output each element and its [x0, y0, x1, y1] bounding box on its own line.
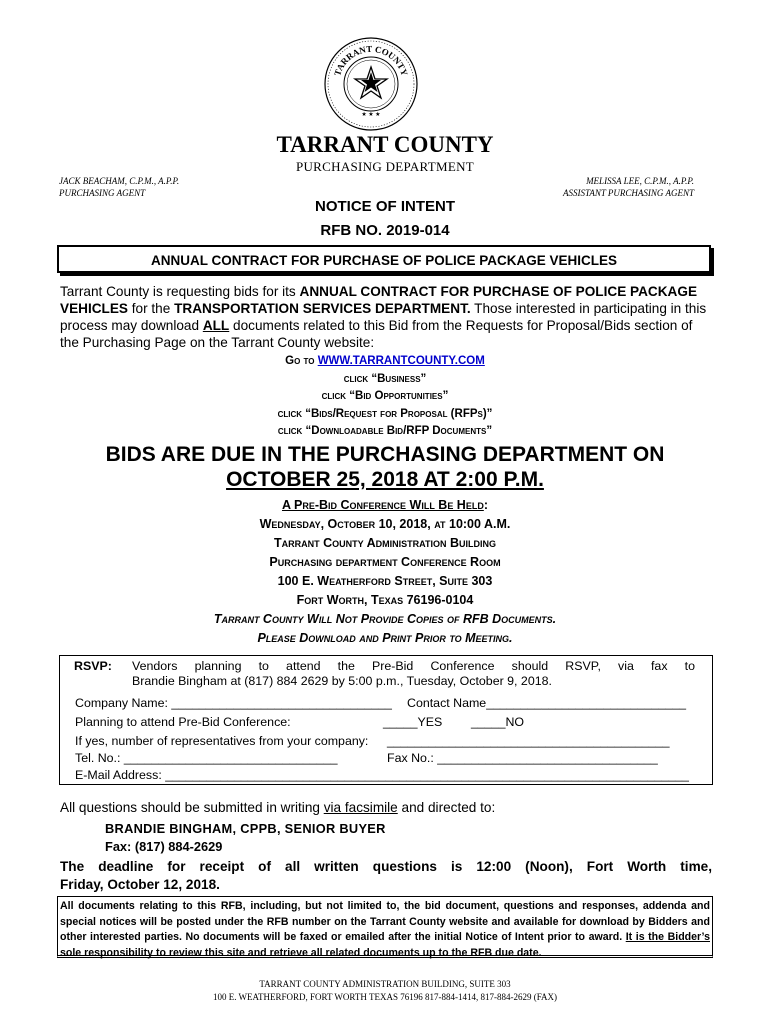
download-print-line: Please Download and Print Prior to Meeting. — [257, 631, 513, 645]
questions-deadline — [60, 858, 712, 894]
intro-text: Those interested in participating in this process may download — [60, 301, 707, 333]
agent-title: ASSISTANT PURCHASING AGENT — [562, 188, 694, 198]
prebid-colon: : — [483, 498, 488, 512]
contract-title-box: ANNUAL CONTRACT FOR PURCHASE OF POLICE PACKAGE VEHICLES — [57, 245, 711, 273]
yes-checkbox[interactable]: _____YES — [383, 715, 443, 729]
prebid-building: Tarrant County Administration Building — [274, 536, 496, 550]
agent-name: MELISSA LEE, C.P.M., A.P.P. — [586, 176, 694, 186]
assistant-purchasing-agent — [563, 175, 694, 199]
website-navigation-steps — [0, 353, 770, 441]
documents-notice-text: All documents relating to this RFB, including, but not limited to, the bid document, questions and responses, addenda and special notices will be posted under the RFB number on the Tarrant County website and available for download by Bidders and other interested parties. No documents will be faxed or emailed after the initial Notice of Intent prior to award. — [60, 900, 710, 943]
tel-field[interactable]: Tel. No.: _______________________________ — [75, 751, 338, 765]
notice-title: NOTICE OF INTENT — [315, 198, 455, 215]
intro-text: Tarrant County is requesting bids for its — [60, 284, 300, 299]
no-checkbox[interactable]: _____NO — [471, 715, 525, 729]
intro-text: documents related to this Bid from the Requests for Proposal/Bids section of the Purchasing Page on the Tarrant County website: — [60, 318, 693, 350]
rsvp-instructions-2: Brandie Bingham at (817) 884 2629 by 5:00 p.m., Tuesday, October 9, 2018. — [132, 674, 552, 688]
agent-title: PURCHASING AGENT — [59, 188, 146, 198]
no-copies-notice — [0, 610, 770, 648]
county-title: TARRANT COUNTY — [276, 132, 494, 157]
agent-name: JACK BEACHAM, C.P.M., A.P.P. — [59, 176, 180, 186]
nav-goto-line — [0, 353, 770, 371]
email-field[interactable]: E-Mail Address: ____________________________________________________________________________ — [75, 768, 689, 782]
prebid-heading: A Pre-Bid Conference Will Be Held — [281, 498, 484, 512]
nav-step: click “Bids/Request for Proposal (RFPs)” — [277, 407, 493, 420]
nav-step: click “Downloadable Bid/RFP Documents” — [277, 425, 493, 437]
nav-step: click “Bid Opportunities” — [321, 390, 449, 402]
prebid-conference — [0, 496, 770, 610]
prebid-heading-line — [0, 496, 770, 515]
footer-line-2: 100 E. WEATHERFORD, FORT WORTH TEXAS 76196 817-884-1414, 817-884-2629 (FAX) — [212, 992, 558, 1002]
bidder-responsibility: It is the Bidder’s sole responsibility to review this site and retrieve all related documents up to the RFB due date. — [60, 931, 710, 959]
intro-text: for the — [127, 301, 175, 316]
intro-department: TRANSPORTATION SERVICES DEPARTMENT. — [174, 301, 471, 316]
questions-text: and directed to: — [397, 800, 496, 815]
prebid-city: Fort Worth, Texas 76196-0104 — [296, 593, 474, 607]
nav-step: click “Business” — [343, 372, 427, 385]
bids-due-date: OCTOBER 25, 2018 AT 2:00 P.M. — [226, 468, 544, 491]
rfb-number: RFB NO. 2019-014 — [320, 222, 450, 239]
planning-label: Planning to attend Pre-Bid Conference: — [75, 715, 291, 729]
prebid-date: Wednesday, October 10, 2018, at 10:00 A.M. — [259, 517, 511, 531]
fax-field[interactable]: Fax No.: ________________________________ — [387, 751, 658, 765]
documents-notice-box — [57, 896, 713, 958]
via-facsimile: via facsimile — [323, 800, 398, 815]
seal-ring-text: TARRANT COUNTY — [332, 43, 410, 78]
nav-goto: Go to — [285, 355, 315, 367]
rsvp-label: RSVP: — [74, 659, 112, 673]
county-seal — [323, 36, 419, 132]
svg-text:★ ★ ★: ★ ★ ★ — [361, 112, 381, 118]
questions-text: All questions should be submitted in writing — [60, 800, 324, 815]
prebid-street: 100 E. Weatherford Street, Suite 303 — [277, 574, 493, 588]
buyer-name: BRANDIE BINGHAM, CPPB, SENIOR BUYER — [105, 821, 386, 836]
contact-name-field[interactable]: Contact Name_____________________________ — [407, 696, 687, 710]
purchasing-agent — [59, 175, 179, 199]
footer-address — [0, 978, 770, 1004]
bids-due-heading: BIDS ARE DUE IN THE PURCHASING DEPARTMENT ON — [105, 443, 665, 466]
prebid-room: Purchasing department Conference Room — [269, 555, 501, 569]
representatives-label: If yes, number of representatives from your company: — [75, 734, 369, 748]
department-name: PURCHASING DEPARTMENT — [295, 159, 475, 174]
intro-paragraph — [60, 283, 712, 351]
buyer-fax: Fax: (817) 884-2629 — [105, 839, 223, 854]
intro-contract: ANNUAL CONTRACT FOR PURCHASE OF POLICE PACKAGE VEHICLES — [60, 284, 698, 316]
intro-all: ALL — [202, 318, 230, 333]
county-website-link[interactable]: WWW.TARRANTCOUNTY.COM — [317, 355, 485, 367]
rsvp-form-box — [59, 655, 713, 785]
rsvp-instructions: Vendors planning to attend the Pre-Bid Conference should RSVP, via fax to — [132, 659, 695, 673]
representatives-field[interactable]: _________________________________________ — [387, 734, 670, 748]
questions-instructions — [60, 800, 495, 815]
star-seal-icon — [323, 36, 419, 132]
company-name-field[interactable]: Company Name: ________________________________ — [75, 696, 392, 710]
no-copies-line: Tarrant County Will Not Provide Copies of RFB Documents. — [213, 612, 557, 626]
deadline-line-1: The deadline for receipt of all written questions is 12:00 (Noon), Fort Worth time, — [60, 859, 712, 874]
footer-line-1: TARRANT COUNTY ADMINISTRATION BUILDING, SUITE 303 — [259, 979, 511, 989]
deadline-line-2: Friday, October 12, 2018. — [60, 877, 220, 892]
